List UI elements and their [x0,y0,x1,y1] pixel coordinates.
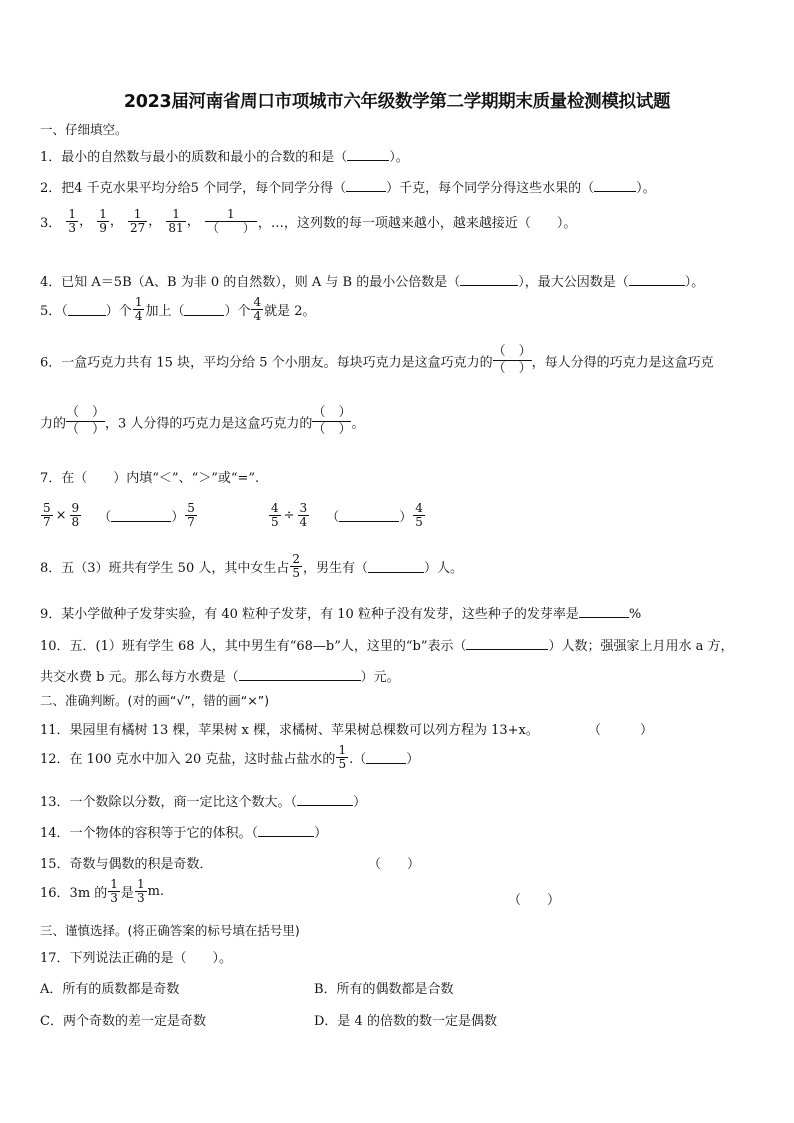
question-6-line-1 [40,344,714,378]
q6-fraction-blank-3[interactable]: （ ） （ ） [312,405,352,438]
q2-number: 2． [40,181,62,196]
q17-option-a[interactable]: A．所有的质数都是奇数 [40,982,180,997]
q16-text-c: m. [147,884,165,900]
q3-fraction-3: $\frac{1}{27}$ [129,207,146,236]
question-2 [40,177,656,196]
question-10-line-1 [40,635,733,654]
q14-number: 14． [40,826,70,841]
q16-text-a: 3m 的 [69,886,108,902]
q7-e2-fraction-3: $\frac{4}{5}$ [415,501,423,530]
question-1 [40,146,409,165]
q6-text-1b: ，每人分得的巧克力是这盒巧克 [531,355,714,371]
q10-blank-1[interactable] [466,637,548,650]
question-12 [40,744,419,771]
q17-option-b[interactable]: B．所有的偶数都是合数 [314,982,454,997]
q11-answer-paren[interactable]: （ ） [588,723,654,738]
q1-number: 1． [40,150,62,165]
q8-text-b: ，男生有（ [303,561,369,577]
q3-tail: ，…，这列数的每一项越来越小，越来越接近（ ）。 [257,216,577,232]
q6-text-2c: 。 [351,416,365,432]
q12-blank[interactable] [366,751,406,764]
question-11 [40,719,539,738]
question-15 [40,853,213,872]
q4-text-b: ），最大公因数是（ [518,275,629,290]
q5-blank-1[interactable] [68,303,106,316]
section-2-heading: 二、准确判断。(对的画“√”，错的画“×”) [40,693,270,708]
q7-text: 在（ ）内填“＜”、“＞”或“=”. [61,471,260,486]
q4-blank-1[interactable] [460,273,518,286]
q8-fraction: $\frac{2}{5}$ [292,552,300,581]
q4-text-a: 已知 A＝5B（A、B 为非 0 的自然数），则 A 与 B 的最小公倍数是（ [61,275,461,290]
q12-text-c: ） [406,752,420,768]
q5-number: 5． [40,304,62,320]
q13-text: 一个数除以分数，商一定比这个数大。（ [69,795,298,810]
q13-number: 13． [40,795,70,810]
q12-text-a: 在 100 克水中加入 20 克盐，这时盐占盐水的 [69,752,336,768]
q14-text: 一个物体的容积等于它的体积。（ [69,826,259,841]
page-title: 2023届河南省周口市项城市六年级数学第二学期期末质量检测模拟试题 [123,92,671,112]
q15-answer-paren[interactable]: （ ） [368,857,421,872]
q8-text-c: ）人。 [424,561,464,577]
q17-text: 下列说法正确的是（ ）。 [69,951,233,966]
q1-blank[interactable] [347,148,389,161]
q6-text-1: 一盒巧克力共有 15 块，平均分给 5 个小朋友。每块巧克力是这盒巧克力的 [61,355,493,371]
question-17 [40,947,232,966]
question-6-line-2 [40,405,364,439]
q11-number: 11． [40,723,70,738]
q11-text: 果园里有橘树 13 棵，苹果树 x 棵，求橘树、苹果树总棵数可以列方程为 13+x。 [69,723,539,738]
q7-e1-operator: × [55,508,67,524]
question-3: 3． $\frac{1}{3}$ ， $\frac{1}{9}$ ， $\frac{1}{27}$ ， $\frac{1}{81}$ ， $\frac{1}{( )}$ ，…，这列数的每一项越来越小，越来越接近（ ）。 [40,207,577,236]
q4-blank-2[interactable] [629,273,685,286]
q5-text-c: 加上（ [145,304,185,320]
q3-fraction-blank[interactable]: $\frac{1}{( )}$ [206,207,255,236]
q7-number: 7． [40,471,62,486]
q9-blank[interactable] [579,605,629,618]
q2-blank-1[interactable] [346,179,386,192]
q7-e2-operator: ÷ [283,508,295,524]
q17-number: 17． [40,951,70,966]
question-5 [40,296,316,323]
q17-option-d[interactable]: D．是 4 的倍数的数一定是偶数 [314,1014,497,1029]
question-10-line-2 [40,666,400,685]
q12-text-b: .（ [349,752,367,768]
q10-blank-2[interactable] [239,668,361,681]
q5-fraction-1: $\frac{1}{4}$ [134,295,143,324]
q10-text-d: ）元。 [360,670,400,685]
q7-e2-fraction-2: $\frac{3}{4}$ [299,501,308,530]
section-1-heading: 一、仔细填空。 [40,122,128,137]
q14-end: ） [314,826,328,841]
q7-e1-blank[interactable] [111,509,171,522]
q5-text-a: （ [61,304,68,320]
question-14 [40,822,327,841]
q5-text-d: ）个 [224,304,251,320]
q2-text-b: ）千克，每个同学分得这些水果的（ [386,181,595,196]
q5-text-e: 就是 2。 [264,304,316,320]
q2-blank-2[interactable] [594,179,636,192]
q7-e1-fraction-2: $\frac{9}{8}$ [71,501,80,530]
question-16 [40,878,164,905]
q16-text-b: 是 [120,886,134,902]
q9-number: 9． [40,607,62,622]
q7-e2-fraction-1: $\frac{4}{5}$ [271,501,279,530]
q3-fraction-4: $\frac{1}{81}$ [168,207,184,236]
q8-text-a: 五（3）班共有学生 50 人，其中女生占 [61,561,290,577]
q9-text: 某小学做种子发芽实验，有 40 粒种子发芽，有 10 粒种子没有发芽，这些种子的发芽率是 [61,607,579,622]
q12-number: 12． [40,752,70,768]
question-7 [40,467,259,486]
question-4 [40,271,704,290]
q7-e1-fraction-3: $\frac{5}{7}$ [187,501,195,530]
q10-text-a: 五．(1）班有学生 68 人，其中男生有“68—b”人，这里的“b”表示（ [69,639,467,654]
q16-fraction-2: $\frac{1}{3}$ [136,877,145,906]
q4-text-c: ）。 [684,275,705,290]
q6-text-2b: ，3 人分得的巧克力是这盒巧克力的 [105,416,313,432]
q5-blank-2[interactable] [184,303,224,316]
q13-blank[interactable] [297,793,353,806]
q2-text-a: 把4 千克水果平均分给5 个同学，每个同学分得（ [61,181,347,196]
q12-fraction: $\frac{1}{5}$ [338,743,347,772]
q6-number: 6． [40,355,62,371]
q7-expression-1: $\frac{5}{7}$ × $\frac{9}{8}$ （ ） $\frac{5}{7}$ [43,501,195,530]
q8-number: 8． [40,561,62,577]
q9-percent: % [628,607,642,622]
q17-option-c[interactable]: C．两个奇数的差一定是奇数 [40,1014,206,1029]
q10-text-b: ）人数；强强家上月用水 a 方， [548,639,734,654]
q3-number: 3． [40,216,62,232]
q7-e2-blank[interactable] [339,509,399,522]
q10-text-c: 共交水费 b 元。那么每方水费是（ [40,670,239,685]
q2-text-c: ）。 [636,181,656,196]
q7-e1-fraction-1: $\frac{5}{7}$ [43,501,51,530]
q16-answer-paren[interactable]: （ ） [508,893,561,908]
q7-expression-2: $\frac{4}{5}$ ÷ $\frac{3}{4}$ （ ） $\frac{4}{5}$ [271,501,423,530]
q6-fraction-blank-1[interactable]: （ ） （ ） [492,344,532,377]
q1-text: 最小的自然数与最小的质数和最小的合数的和是（ [61,150,348,165]
q13-end: ） [353,795,367,810]
q6-fraction-blank-2[interactable]: （ ） （ ） [66,405,106,438]
q8-blank[interactable] [368,560,424,573]
question-13 [40,791,366,810]
question-9 [40,603,641,622]
q1-end: ）。 [389,150,409,165]
q5-text-b: ）个 [105,304,132,320]
q15-number: 15． [40,857,70,872]
question-8 [40,553,463,580]
q3-fraction-1: $\frac{1}{3}$ [68,207,77,236]
q6-text-2a: 力的 [40,416,67,432]
q10-number: 10． [40,639,70,654]
q5-fraction-2: $\frac{4}{4}$ [253,295,262,324]
section-3-heading: 三、谨慎选择。(将正确答案的标号填在括号里) [40,923,300,938]
q16-fraction-1: $\frac{1}{3}$ [110,877,118,906]
q3-fraction-2: $\frac{1}{9}$ [99,207,107,236]
q15-text: 奇数与偶数的积是奇数． [69,857,213,872]
q16-number: 16． [40,886,70,902]
q14-blank[interactable] [258,824,314,837]
q4-number: 4． [40,275,62,290]
